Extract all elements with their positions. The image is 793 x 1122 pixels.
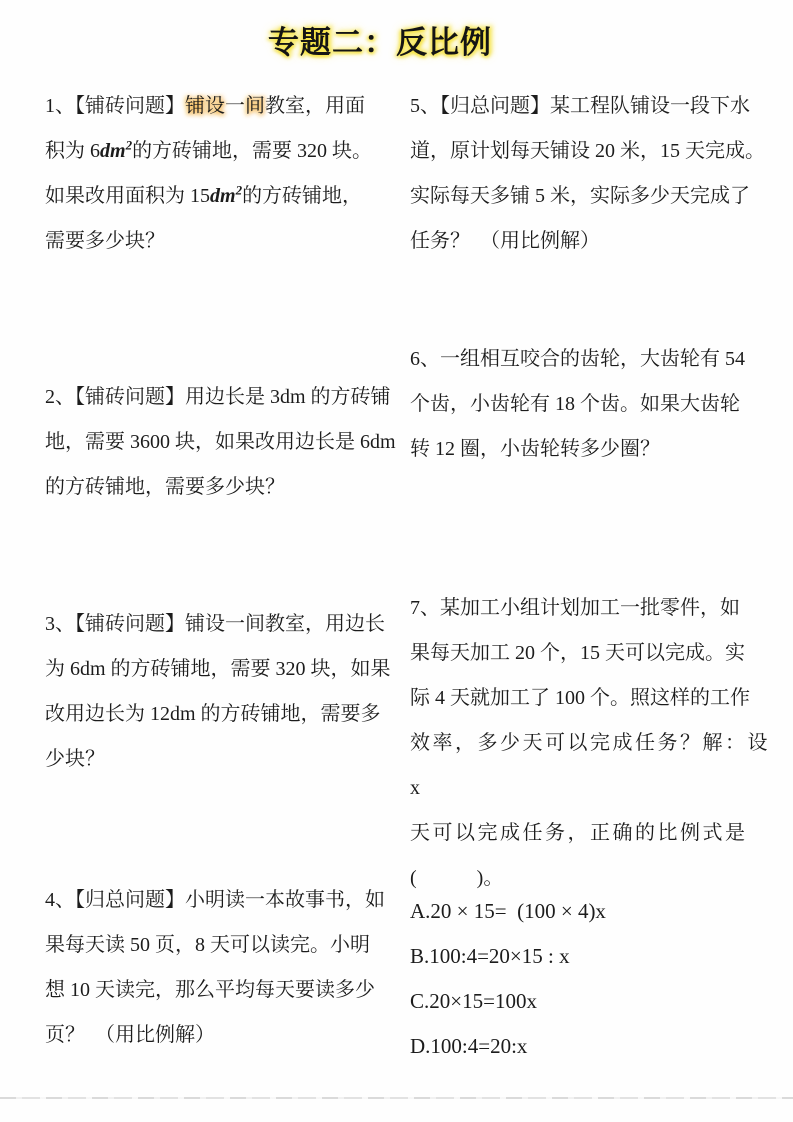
problem-1-line bbox=[45, 129, 401, 174]
problem-1-line bbox=[45, 84, 401, 129]
text-segment: 的方砖铺地， bbox=[242, 185, 363, 207]
problem-7-line bbox=[410, 631, 782, 676]
text-segment: dm bbox=[210, 185, 236, 207]
option-c: C.20×15=100x bbox=[410, 989, 537, 1013]
text-segment: 效率，多少天可以完成任务？解：设 x bbox=[410, 732, 778, 799]
problem-3-line bbox=[45, 647, 401, 692]
problem-2-line bbox=[45, 420, 401, 465]
text-segment: 实际每天多铺 5 米，实际多少天完成了 bbox=[410, 185, 750, 207]
problem-4-line bbox=[45, 1013, 401, 1058]
text-segment: 地，需要 3600 块，如果改用边长是 6dm bbox=[45, 431, 396, 453]
text-segment: 一 bbox=[225, 95, 245, 117]
option-a: A.20 × 15= (100 × 4)x bbox=[410, 899, 606, 923]
problem-6-line bbox=[410, 337, 782, 382]
page-title bbox=[0, 22, 760, 64]
option-d: D.100:4=20:x bbox=[410, 1034, 528, 1058]
problem-6-line bbox=[410, 427, 782, 472]
problem-5-line bbox=[410, 219, 782, 264]
text-segment: 6、一组相互咬合的齿轮，大齿轮有 54 bbox=[410, 348, 745, 370]
text-segment: 少块？ bbox=[45, 748, 105, 770]
text-segment: 果每天读 50 页，8 天可以读完。小明 bbox=[45, 934, 370, 956]
problem-1-line bbox=[45, 219, 401, 264]
problem-4-line bbox=[45, 923, 401, 968]
problem-3-line bbox=[45, 692, 401, 737]
text-segment: 1、【铺砖问题】 bbox=[45, 95, 185, 117]
text-segment: 个齿，小齿轮有 18 个齿。如果大齿轮 bbox=[410, 393, 740, 415]
text-segment: 转 12 圈，小齿轮转多少圈？ bbox=[410, 438, 660, 460]
text-segment: 2 bbox=[125, 137, 133, 153]
text-segment: 需要多少块？ bbox=[45, 230, 165, 252]
text-segment: 际 4 天就加工了 100 个。照这样的工作 bbox=[410, 687, 750, 709]
problem-5-line bbox=[410, 129, 782, 174]
text-segment: 天可以完成任务，正确的比例式是 bbox=[410, 822, 748, 844]
problem-7 bbox=[410, 586, 782, 1069]
problem-6-line bbox=[410, 382, 782, 427]
text-segment: 5、【归总问题】某工程队铺设一段下水 bbox=[410, 95, 750, 117]
problem-2-line bbox=[45, 465, 401, 510]
text-segment: 积为 6 bbox=[45, 140, 100, 162]
problem-1-line bbox=[45, 174, 401, 219]
text-segment: 间 bbox=[245, 95, 265, 117]
problem-4 bbox=[45, 878, 401, 1058]
text-segment: 2、【铺砖问题】用边长是 3dm 的方砖铺 bbox=[45, 386, 391, 408]
page-title-text: 专题二：反比例 bbox=[268, 25, 492, 60]
text-segment: 页？ （用比例解） bbox=[45, 1024, 215, 1046]
text-segment: 果每天加工 20 个，15 天可以完成。实 bbox=[410, 642, 745, 664]
text-segment: 教室，用面 bbox=[265, 95, 365, 117]
problem-1 bbox=[45, 84, 401, 264]
problem-3-line bbox=[45, 737, 401, 782]
problem-7-line bbox=[410, 721, 782, 811]
problem-6 bbox=[410, 337, 782, 472]
problem-2-line bbox=[45, 375, 401, 420]
problem-4-line bbox=[45, 968, 401, 1013]
text-segment: ( )。 bbox=[410, 867, 504, 889]
problem-3 bbox=[45, 602, 401, 782]
text-segment: 道，原计划每天铺设 20 米，15 天完成。 bbox=[410, 140, 765, 162]
problem-2 bbox=[45, 375, 401, 510]
problem-5-line bbox=[410, 84, 782, 129]
text-segment: 如果改用面积为 15 bbox=[45, 185, 210, 207]
scan-page-edge-line bbox=[0, 1097, 793, 1099]
problem-4-line bbox=[45, 878, 401, 923]
text-segment: 4、【归总问题】小明读一本故事书，如 bbox=[45, 889, 385, 911]
text-segment: 想 10 天读完，那么平均每天要读多少 bbox=[45, 979, 375, 1001]
text-segment: 铺设 bbox=[185, 95, 225, 117]
problem-3-line bbox=[45, 602, 401, 647]
text-segment: 3、【铺砖问题】铺设一间教室，用边长 bbox=[45, 613, 385, 635]
text-segment: 的方砖铺地，需要 320 块。 bbox=[132, 140, 373, 162]
problem-5-line bbox=[410, 174, 782, 219]
text-segment: 改用边长为 12dm 的方砖铺地，需要多 bbox=[45, 703, 381, 725]
text-segment: dm bbox=[100, 140, 126, 162]
text-segment: 2 bbox=[235, 182, 243, 198]
text-segment: 的方砖铺地，需要多少块？ bbox=[45, 476, 285, 498]
problem-7-line bbox=[410, 811, 782, 856]
text-segment: 任务？ （用比例解） bbox=[410, 230, 600, 252]
problem-7-line bbox=[410, 586, 782, 631]
text-segment: 为 6dm 的方砖铺地，需要 320 块，如果 bbox=[45, 658, 391, 680]
text-segment: 7、某加工小组计划加工一批零件，如 bbox=[410, 597, 740, 619]
problem-5 bbox=[410, 84, 782, 264]
problem-7-line bbox=[410, 676, 782, 721]
option-b: B.100:4=20×15 : x bbox=[410, 944, 570, 968]
